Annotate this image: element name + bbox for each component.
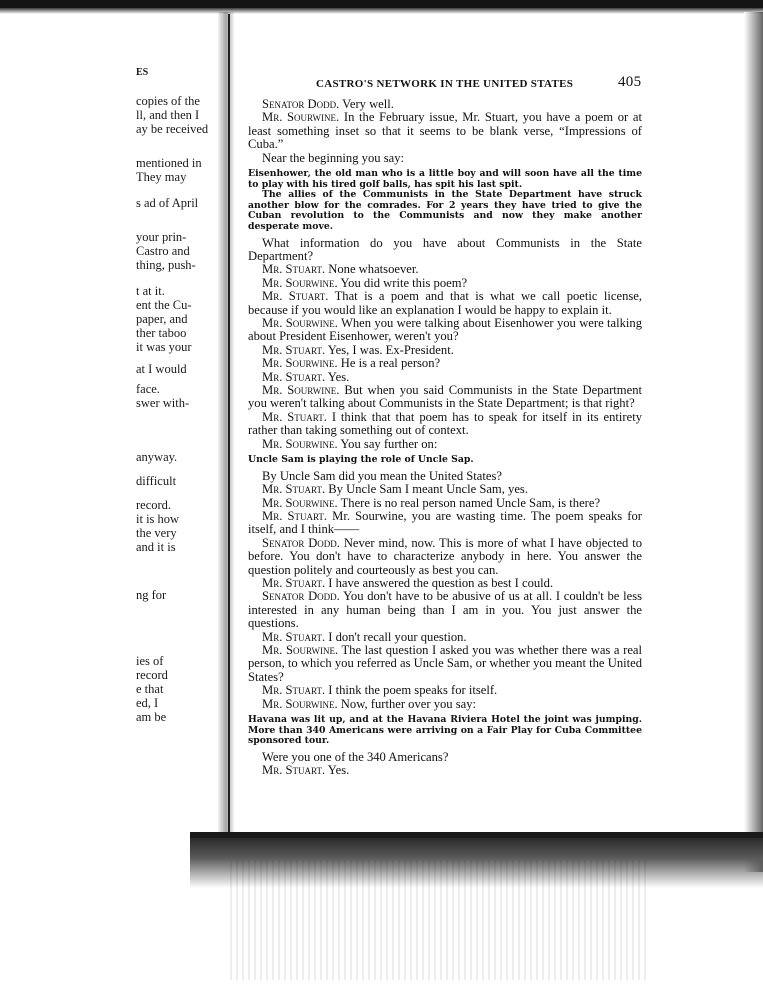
speech-text: Were you one of the 340 Americans?: [262, 749, 449, 764]
facing-page-text-fragment: anyway.: [136, 450, 178, 464]
testimony-paragraph: [248, 411, 642, 438]
speaker-name: Mr. Stuart.: [262, 763, 326, 778]
testimony-paragraph: [248, 483, 642, 496]
speech-text: You did write this poem?: [337, 275, 468, 290]
speech-text: I think that that poem has to speak for itself in its entirety rather than taking something out of context.: [248, 409, 643, 438]
testimony-paragraph: [248, 111, 642, 151]
facing-page-text-fragment: e that: [136, 682, 164, 696]
testimony-paragraph: [248, 357, 642, 370]
speaker-name: Mr. Sourwine.: [262, 642, 339, 657]
testimony-paragraph: [248, 438, 642, 451]
facing-page-text-fragment: it is how: [136, 512, 180, 526]
facing-page-fragment: [128, 14, 220, 854]
testimony-paragraph: [248, 290, 642, 317]
speech-text: I have answered the question as best I could.: [325, 575, 554, 590]
testimony-paragraph: [248, 764, 642, 777]
facing-page-text-fragment: t at it.: [136, 284, 165, 298]
speaker-name: Senator Dodd.: [262, 589, 340, 604]
speech-text: I don't recall your question.: [325, 629, 467, 644]
facing-page-text-fragment: ng for: [136, 588, 167, 602]
speaker-name: Senator Dodd.: [262, 97, 340, 111]
testimony-paragraph: [248, 577, 642, 590]
inset-quotation: [248, 455, 642, 466]
testimony-paragraph: [248, 644, 642, 684]
speech-text: Yes, I was. Ex-President.: [325, 342, 454, 357]
speech-text: What information do you have about Communists in the State Department?: [248, 235, 642, 263]
speech-text: You say further on:: [337, 436, 438, 451]
facing-page-text-fragment: at I would: [136, 362, 187, 376]
testimony-paragraph: [248, 152, 642, 165]
speaker-name: Mr. Stuart.: [262, 409, 327, 424]
speech-text: But when you said Communists in the State Department you weren't talking about Communists in the State Department; is that right?: [248, 383, 642, 411]
testimony-paragraph: [248, 263, 642, 276]
inset-quotation: [248, 715, 642, 747]
right-edge-shadow: [744, 12, 763, 872]
testimony-paragraph: [248, 98, 642, 111]
facing-page-text-fragment: ther taboo: [136, 326, 187, 340]
speech-text: Never mind, now. This is more of what I have objected to before. You don't have to characterize anybody in here. You answer the question politely and courteously as best you can.: [248, 535, 642, 577]
page-number: 405: [618, 74, 642, 90]
quotation-line: Uncle Sam is playing the role of Uncle Sap.: [248, 454, 474, 466]
speaker-name: Mr. Sourwine.: [262, 436, 338, 451]
facing-page-text-fragment: am be: [136, 710, 167, 724]
facing-page-text-fragment: your prin-: [136, 230, 187, 244]
book-gutter-shadow: [218, 12, 234, 842]
testimony-paragraph: [248, 237, 642, 264]
scan-noise: [230, 860, 650, 980]
facing-page-text-fragment: ay be received: [136, 122, 209, 136]
speech-text: By Uncle Sam I meant Uncle Sam, yes.: [325, 482, 528, 497]
speech-text: He is a real person?: [337, 356, 441, 371]
speech-text: By Uncle Sam did you mean the United States?: [262, 468, 502, 483]
facing-page-text-fragment: Castro and: [136, 244, 190, 258]
speech-text: Mr. Sourwine, you are wasting time. The poem speaks for itself, and I think——: [248, 508, 642, 537]
speaker-name: Mr. Sourwine.: [262, 383, 340, 398]
testimony-paragraph: [248, 384, 642, 411]
running-title: CASTRO'S NETWORK IN THE UNITED STATES: [316, 78, 574, 90]
testimony-paragraph: [248, 277, 642, 290]
speech-text: Now, further over you say:: [337, 696, 477, 711]
speech-text: Very well.: [339, 97, 394, 111]
speaker-name: Mr. Stuart.: [262, 575, 326, 590]
facing-page-text-fragment: ES: [136, 67, 149, 78]
facing-page-text-fragment: ed, I: [136, 696, 159, 710]
speaker-name: Mr. Stuart.: [262, 683, 326, 698]
inset-quotation: [248, 169, 642, 233]
testimony-paragraph: [248, 344, 642, 357]
speech-text: The last question I asked you was whether there was a real person, to which you referred as Uncle Sam, or whether you meant the United States?: [248, 642, 642, 684]
facing-page-text-fragment: it was your: [136, 340, 192, 354]
facing-page-text-fragment: ent the Cu-: [136, 298, 192, 312]
testimony-paragraph: [248, 684, 642, 697]
speech-text: When you were talking about Eisenhower you were talking about President Eisenhower, weren't you?: [248, 316, 642, 344]
speaker-name: Mr. Stuart.: [262, 262, 326, 277]
speech-text: That is a poem and that is what we call poetic license, because if you would like an explanation I would be happy to explain it.: [248, 289, 643, 317]
facing-page-text-fragment: the very: [136, 526, 177, 540]
facing-page-text-fragment: They may: [136, 170, 187, 184]
facing-page-text-fragment: difficult: [136, 474, 177, 488]
facing-page-text-fragment: paper, and: [136, 312, 188, 326]
speech-text: I think the poem speaks for itself.: [325, 683, 498, 698]
speaker-name: Mr. Stuart.: [262, 342, 326, 357]
quotation-line: Eisenhower, the old man who is a little boy and will soon have all the time to play with his tired golf balls, has spit his last spit.: [248, 168, 642, 190]
testimony-paragraph: [248, 317, 642, 344]
speaker-name: Mr. Stuart.: [262, 289, 329, 304]
speech-text: You don't have to be abusive of us at all. I couldn't be less interested in any human being than I am in you. You just answer the questions.: [248, 589, 642, 631]
testimony-paragraph: [248, 751, 642, 764]
facing-page-text-fragment: face.: [136, 382, 160, 396]
speech-text: There is no real person named Uncle Sam, is there?: [337, 495, 601, 510]
speaker-name: Mr. Sourwine.: [262, 495, 338, 510]
facing-page-text-fragment: record.: [136, 498, 172, 512]
transcript-body: [248, 98, 642, 778]
speaker-name: Mr. Sourwine.: [262, 316, 338, 331]
facing-page-text-fragment: swer with-: [136, 396, 190, 410]
speech-text: None whatsoever.: [325, 262, 419, 277]
testimony-paragraph: [248, 497, 642, 510]
quotation-line: Havana was lit up, and at the Havana Riviera Hotel the joint was jumping. More than 340 Americans were arriving on a Fair Play for Cuba Committee sponsored tour.: [248, 714, 642, 747]
speaker-name: Mr. Sourwine.: [262, 696, 338, 711]
speaker-name: Mr. Sourwine.: [262, 275, 338, 290]
scan-top-shadow: [0, 8, 763, 14]
speaker-name: Mr. Stuart.: [262, 629, 326, 644]
speaker-name: Mr. Sourwine.: [262, 356, 338, 371]
speaker-name: Mr. Stuart.: [262, 508, 328, 523]
testimony-paragraph: [248, 470, 642, 483]
facing-page-text-fragment: ies of: [136, 654, 164, 668]
facing-page-text-fragment: thing, push-: [136, 258, 196, 272]
speaker-name: Mr. Sourwine.: [262, 110, 340, 125]
testimony-paragraph: [248, 537, 642, 577]
speech-text: Yes.: [325, 369, 350, 384]
speech-text: Yes.: [325, 763, 350, 778]
speaker-name: Mr. Stuart.: [262, 482, 326, 497]
speech-text: In the February issue, Mr. Stuart, you have a poem or at least something inset so that it seems to be blank verse, “Impressions of Cuba.”: [248, 110, 642, 152]
facing-page-text-fragment: record: [136, 668, 168, 682]
facing-page-text-fragment: s ad of April: [136, 196, 199, 210]
speech-text: Near the beginning you say:: [262, 150, 404, 165]
facing-page-text-fragment: mentioned in: [136, 156, 202, 170]
testimony-paragraph: [248, 371, 642, 384]
facing-page-text-fragment: ll, and then I: [136, 108, 200, 122]
speaker-name: Mr. Stuart.: [262, 369, 326, 384]
testimony-paragraph: [248, 631, 642, 644]
speaker-name: Senator Dodd.: [262, 535, 340, 550]
facing-page-text-fragment: and it is: [136, 540, 176, 554]
facing-page-text-fragment: copies of the: [136, 94, 200, 108]
book-gutter-line: [228, 14, 230, 844]
testimony-paragraph: [248, 590, 642, 630]
testimony-paragraph: [248, 510, 642, 537]
testimony-paragraph: [248, 698, 642, 711]
quotation-line: The allies of the Communists in the State Department have struck another blow for the comrades. For 2 years they have tried to give the Cuban revolution to the Communists and now they make another desperate move.: [248, 189, 642, 232]
